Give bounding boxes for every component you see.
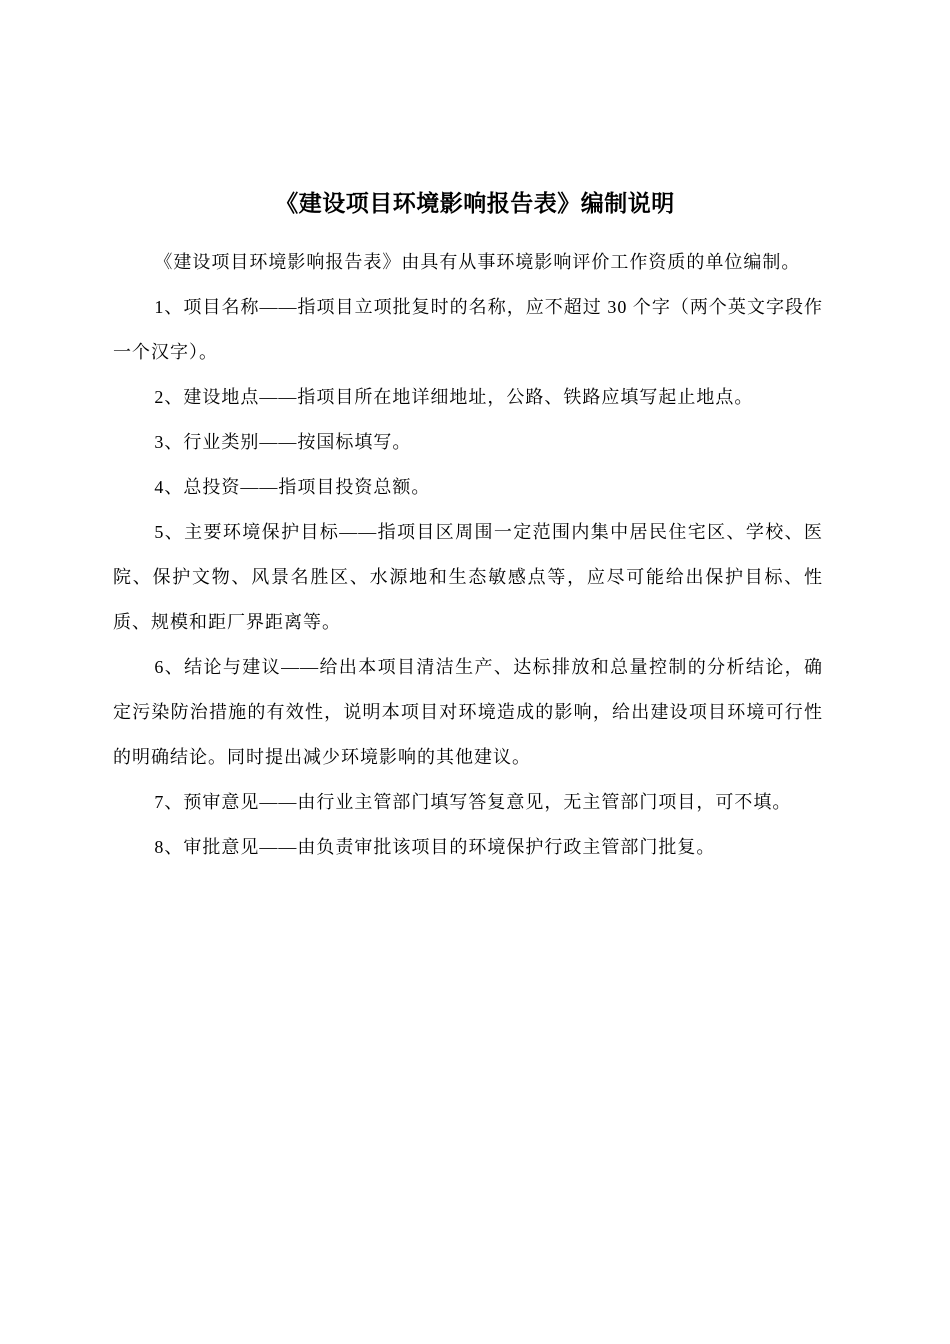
item-project-name: 1、项目名称——指项目立项批复时的名称，应不超过 30 个字（两个英文字段作一个汉字）。 <box>113 297 823 362</box>
item-protection-targets: 5、主要环境保护目标——指项目区周围一定范围内集中居民住宅区、学校、医院、保护文物、风景名胜区、水源地和生态敏感点等，应尽可能给出保护目标、性质、规模和距厂界距离等。 <box>113 522 823 632</box>
item-construction-site: 2、建设地点——指项目所在地详细地址，公路、铁路应填写起止地点。 <box>154 387 754 407</box>
item-pre-review-opinion: 7、预审意见——由行业主管部门填写答复意见，无主管部门项目，可不填。 <box>154 792 792 812</box>
document-body <box>113 240 823 870</box>
item-total-investment: 4、总投资——指项目投资总额。 <box>154 477 431 497</box>
intro-paragraph: 《建设项目环境影响报告表》由具有从事环境影响评价工作资质的单位编制。 <box>154 252 801 272</box>
item-approval-opinion: 8、审批意见——由负责审批该项目的环境保护行政主管部门批复。 <box>154 837 716 857</box>
item-conclusions: 6、结论与建议——给出本项目清洁生产、达标排放和总量控制的分析结论，确定污染防治措施的有效性，说明本项目对环境造成的影响，给出建设项目环境可行性的明确结论。同时提出减少环境影响的其他建议。 <box>113 657 823 767</box>
document-title: 《建设项目环境影响报告表》编制说明 <box>275 191 675 217</box>
item-industry-category: 3、行业类别——按国标填写。 <box>154 432 412 452</box>
